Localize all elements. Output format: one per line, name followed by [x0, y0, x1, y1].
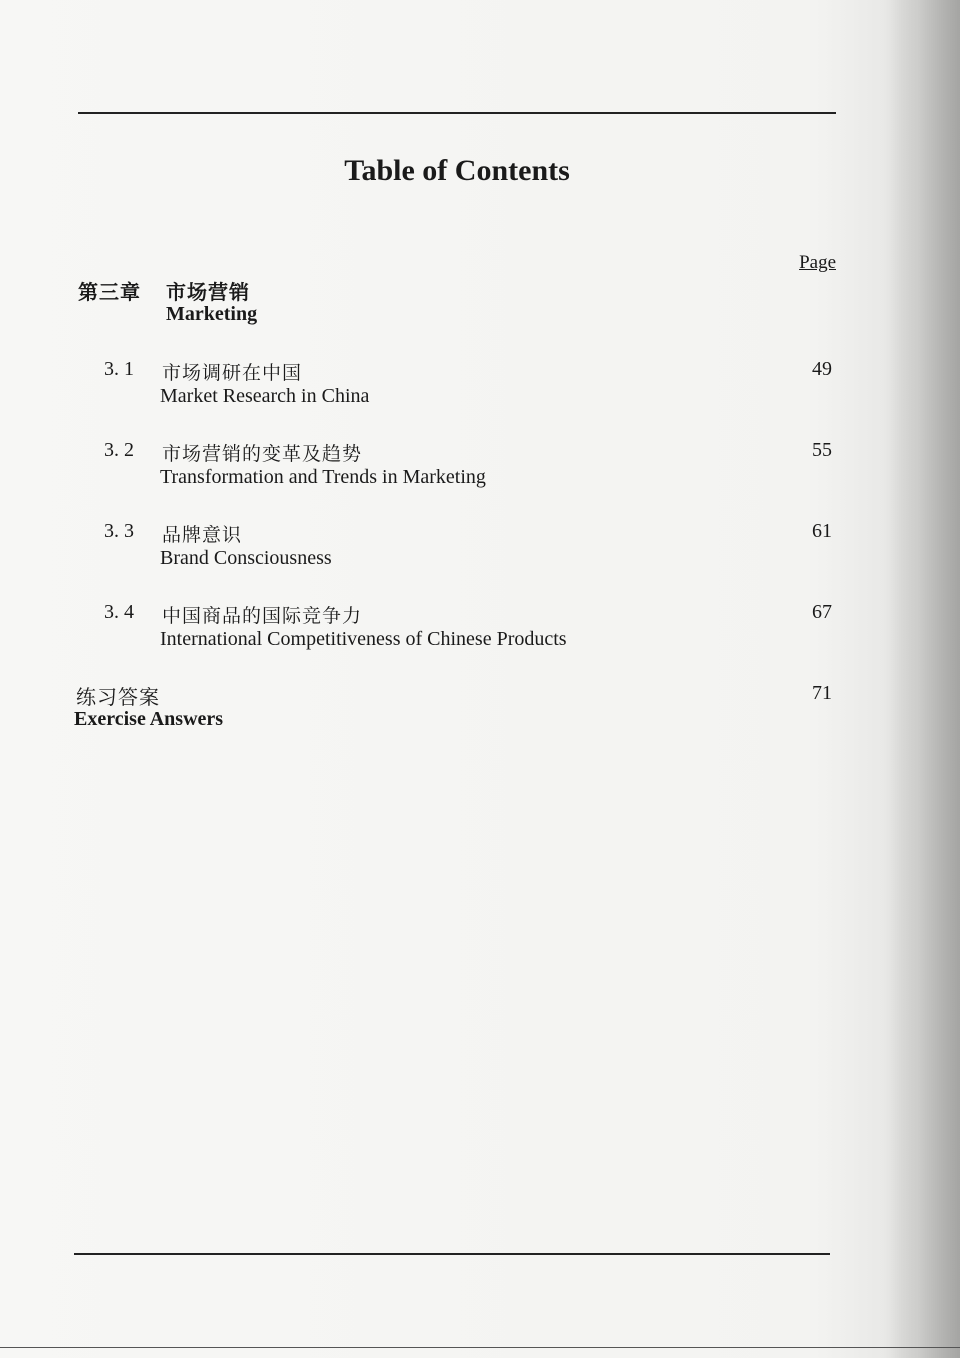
page-edge-line: [0, 1347, 960, 1348]
section-number: 3. 1: [104, 358, 134, 380]
bottom-rule: [74, 1253, 830, 1255]
exercise-page: 71: [812, 682, 832, 704]
exercise-heading-en: Exercise Answers: [74, 708, 224, 730]
section-page: 55: [812, 439, 832, 461]
section-page: 61: [812, 520, 832, 542]
top-rule: [78, 112, 836, 114]
page-column-label: Page: [799, 252, 836, 273]
section-number: 3. 4: [104, 601, 134, 623]
book-spine-shadow: [890, 0, 960, 1358]
section-number: 3. 2: [104, 439, 134, 461]
section-title-cn: 市场营销的变革及趋势: [162, 443, 363, 465]
chapter-number: 第三章: [78, 280, 141, 304]
page-title: Table of Contents: [344, 154, 570, 187]
chapter-heading-cn: [78, 276, 250, 305]
section-title-en: Market Research in China: [160, 385, 370, 407]
chapter-title-cn: 市场营销: [166, 280, 250, 304]
section-title-en: Brand Consciousness: [160, 547, 332, 569]
section-title-en: Transformation and Trends in Marketing: [160, 466, 486, 488]
chapter-title-en: Marketing: [166, 303, 258, 325]
section-title-cn: 品牌意识: [162, 524, 243, 546]
section-title-cn: 市场调研在中国: [162, 362, 303, 384]
exercise-heading-cn: 练习答案: [76, 685, 160, 709]
section-number: 3. 3: [104, 520, 134, 542]
section-title-cn: 中国商品的国际竞争力: [162, 605, 363, 627]
section-title-en: International Competitiveness of Chinese Products: [160, 628, 567, 650]
section-page: 49: [812, 358, 832, 380]
section-page: 67: [812, 601, 832, 623]
